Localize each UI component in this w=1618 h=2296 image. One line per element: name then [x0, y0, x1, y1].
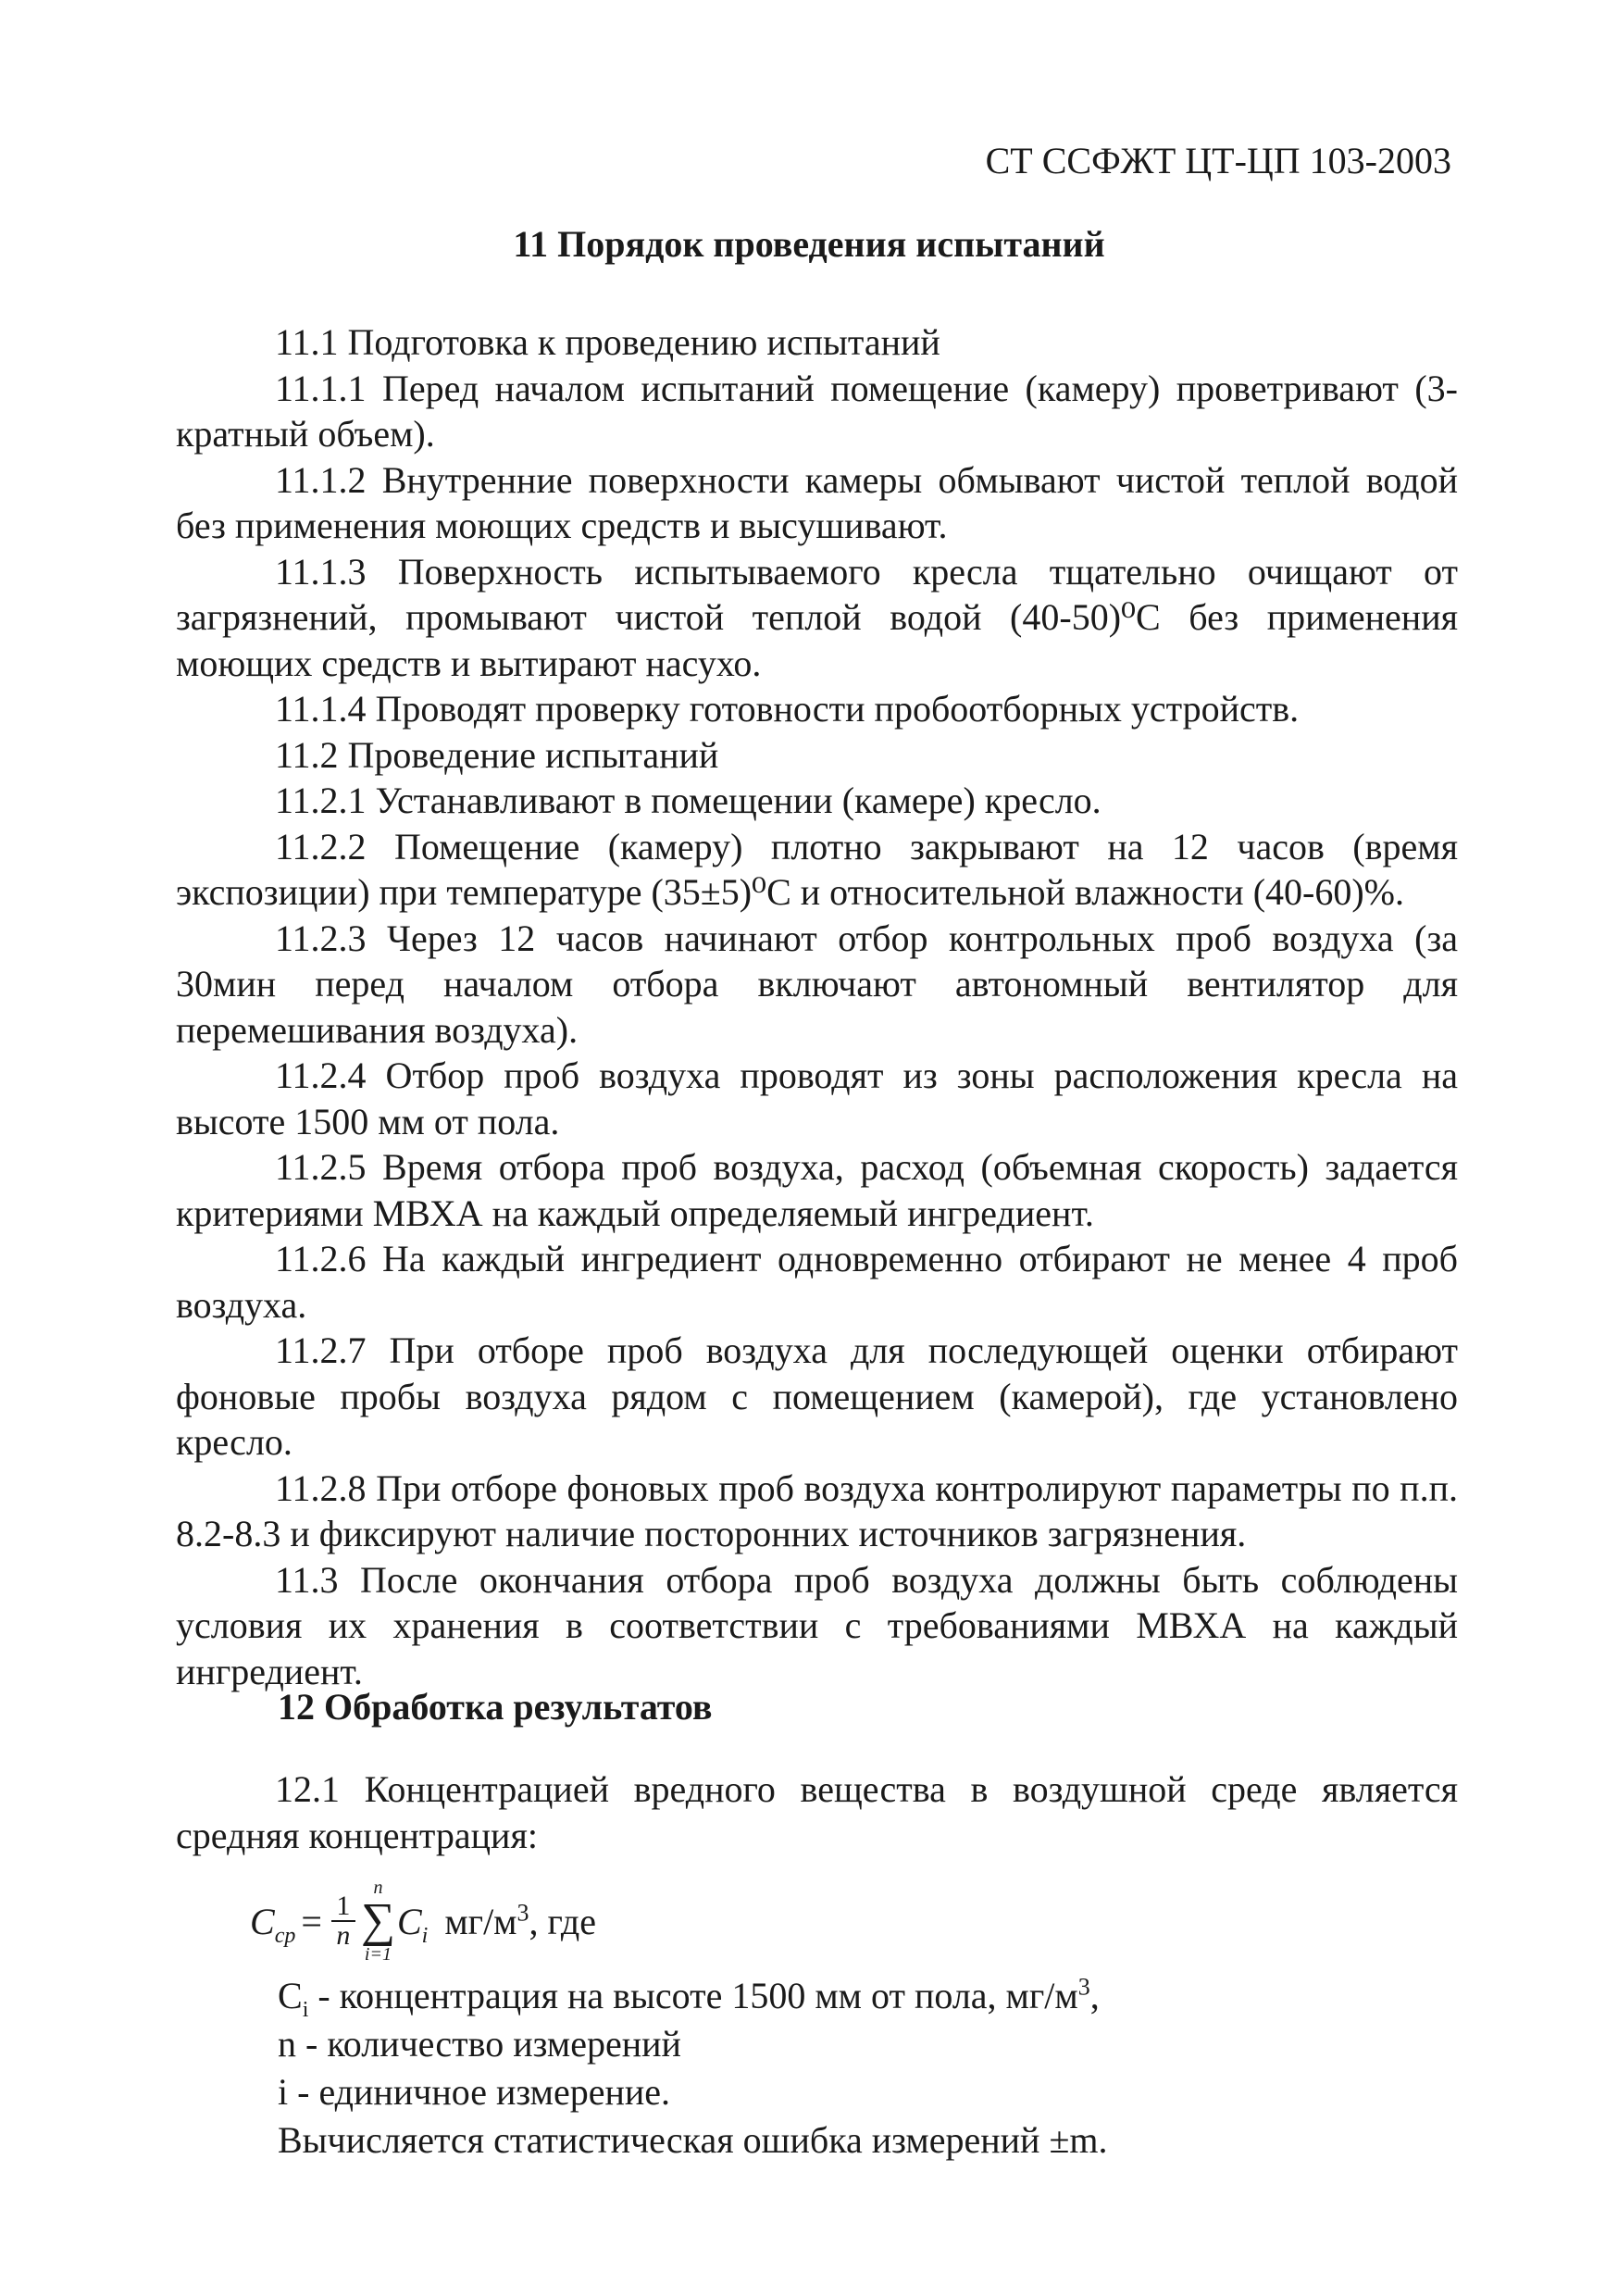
formula-lhs: $C_{ср}$ — [250, 1900, 296, 1948]
paragraph-11-2-3: 11.2.3 Через 12 часов начинают отбор контрольных проб воздуха (за 30мин перед началом отбора включают автономный вентилятор для перемешивания воздуха). — [176, 917, 1458, 1051]
section-12-body — [176, 1766, 1458, 1858]
section-11-title: 11 Порядок проведения испытаний — [513, 223, 1105, 265]
paragraph-11-2-4: 11.2.4 Отбор проб воздуха проводят из зоны расположения кресла на высоте 1500 мм от пола. — [176, 1054, 1458, 1142]
formula-term: $C_i$ — [396, 1900, 429, 1948]
definition-i: i - единичное измерение. — [278, 2071, 671, 2113]
formula-equals: = — [301, 1900, 322, 1942]
paragraph-11-3: 11.3 После окончания отбора проб воздуха должны быть соблюдены условия их хранения в соответствии с требованиями МВХА на каждый ингредиент. — [176, 1558, 1458, 1692]
document-code-header: СТ ССФЖТ ЦТ-ЦП 103-2003 — [985, 140, 1451, 181]
paragraph-12-1: 12.1 Концентрацией вредного вещества в воздушной среде является средняя концентрация: — [176, 1768, 1458, 1856]
paragraph-11-2-2: 11.2.2 Помещение (камеру) плотно закрывают на 12 часов (время экспозиции) при температуре (35±5)⁰С и относительной влажности (40-60)%. — [176, 825, 1458, 913]
paragraph-11-2-6: 11.2.6 На каждый ингредиент одновременно отбирают не менее 4 проб воздуха. — [176, 1238, 1458, 1326]
paragraph-11-1-2: 11.1.2 Внутренние поверхности камеры обмывают чистой теплой водой без применения моющих средств и высушивают. — [176, 458, 1458, 546]
paragraph-11-2-5: 11.2.5 Время отбора проб воздуха, расход (объемная скорость) задается критериями МВХА на каждый определяемый ингредиент. — [176, 1146, 1458, 1234]
definition-ci: $C_i$ - концентрация на высоте 1500 мм от пола, $мг/м^3$, — [278, 1973, 1100, 2022]
paragraph-11-2-1: 11.2.1 Устанавливают в помещении (камере) кресло. — [275, 780, 1101, 821]
formula-unit: $мг/м^3$, где — [444, 1899, 597, 1942]
paragraph-11-2: 11.2 Проведение испытаний — [275, 733, 719, 776]
paragraph-11-1-3: 11.1.3 Поверхность испытываемого кресла тщательно очищают от загрязнений, промывают чистой теплой водой (40-50)⁰С без применения моющих средств и вытирают насухо. — [176, 550, 1458, 684]
mean-concentration-formula — [250, 1875, 596, 1967]
paragraph-11-2-8: 11.2.8 При отборе фоновых проб воздуха контролируют параметры по п.п. 8.2-8.3 и фиксируют наличие посторонних источников загрязнения. — [176, 1466, 1458, 1554]
paragraph-11-2-7: 11.2.7 При отборе проб воздуха для последующей оценки отбирают фоновые пробы воздуха рядом с помещением (камерой), где установлено кресло. — [176, 1329, 1458, 1463]
statistical-error-note: Вычисляется статистическая ошибка измерений ±m. — [278, 2119, 1108, 2161]
paragraph-11-1-4: 11.1.4 Проводят проверку готовности пробоотборных устройств. — [275, 688, 1300, 730]
formula-fraction: $\frac{1}{n}$ — [331, 1892, 355, 1950]
section-12-title: 12 Обработка результатов — [278, 1686, 713, 1728]
paragraph-11-1: 11.1 Подготовка к проведению испытаний — [275, 321, 940, 363]
section-11-body — [176, 319, 1458, 1694]
paragraph-11-1-1: 11.1.1 Перед началом испытаний помещение (камеру) проветривают (3-кратный объем). — [176, 367, 1458, 455]
formula-definitions — [278, 1972, 1108, 2165]
definition-n: n - количество измерений — [278, 2023, 681, 2065]
summation-sign: n ∑ i=1 — [360, 1878, 395, 1965]
